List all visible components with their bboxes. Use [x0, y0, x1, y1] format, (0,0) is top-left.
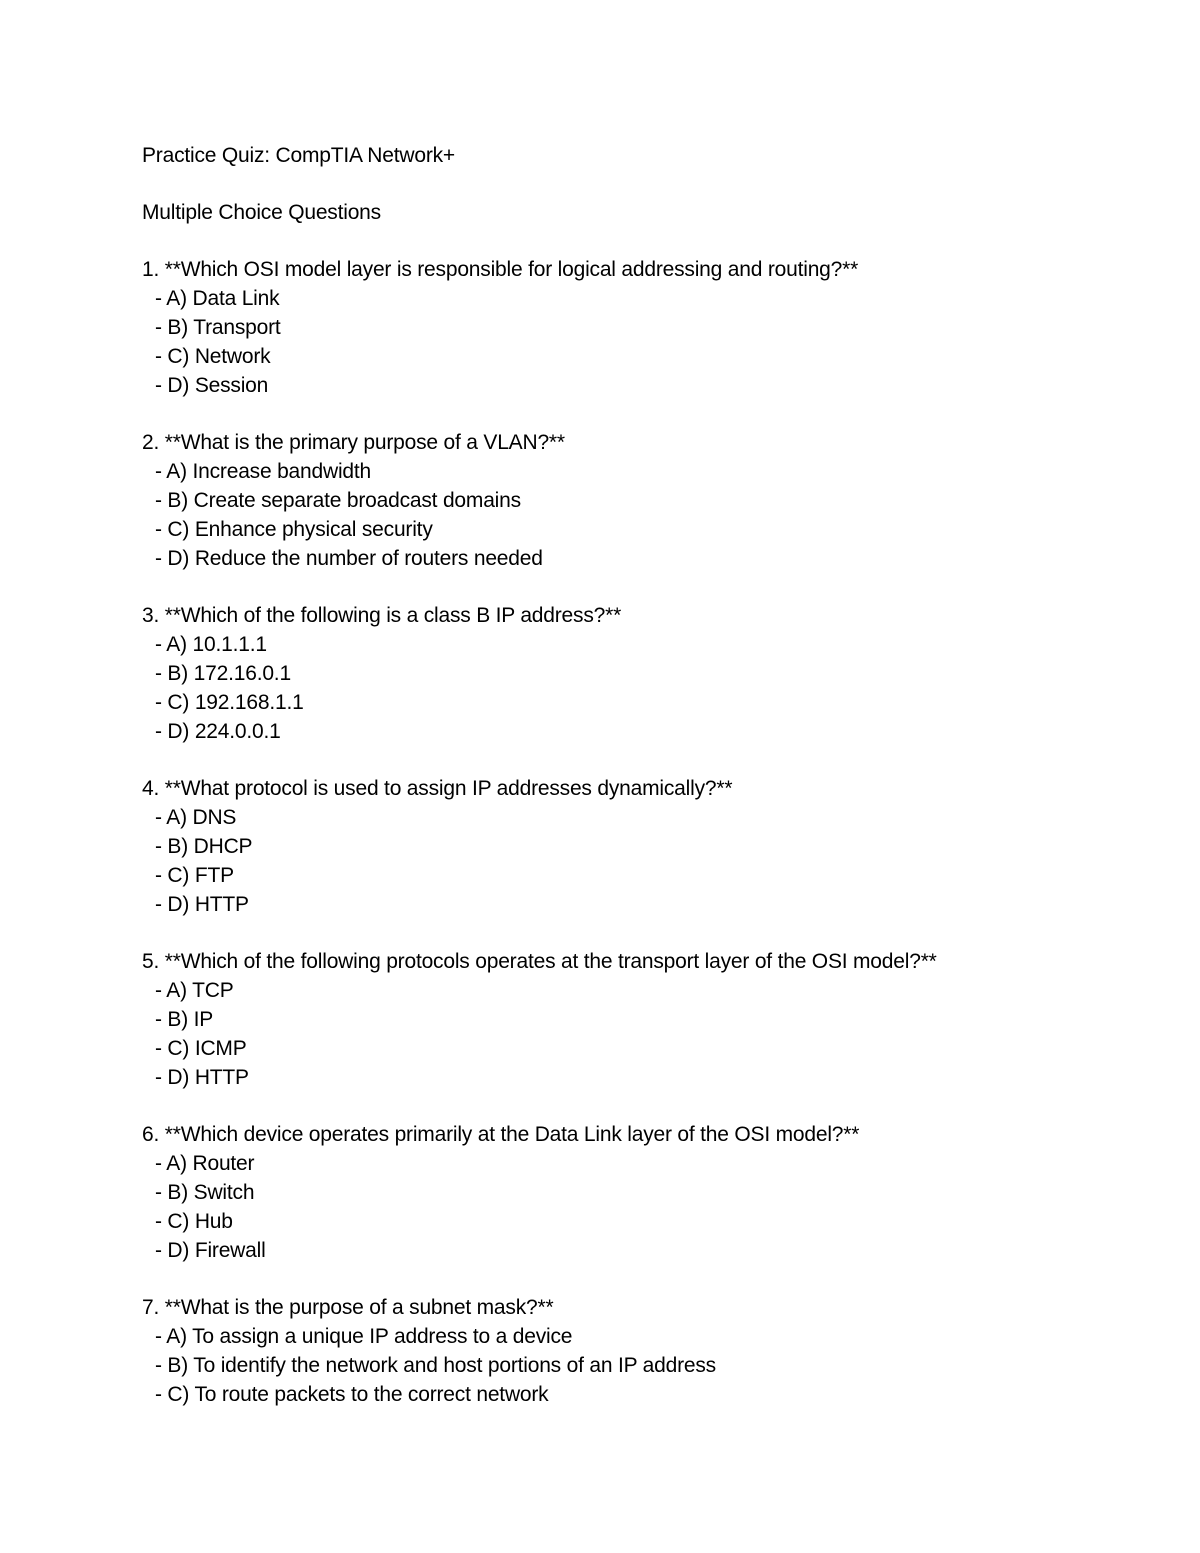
question-list [142, 255, 1142, 1409]
answer-option: - A) Increase bandwidth [155, 460, 372, 483]
answer-option: - C) Enhance physical security [155, 518, 433, 541]
question-block [142, 947, 1142, 1092]
answer-option: - C) 192.168.1.1 [155, 691, 304, 714]
question-text: 6. **Which device operates primarily at the Data Link layer of the OSI model?** [142, 1123, 860, 1146]
answer-option: - A) 10.1.1.1 [155, 633, 267, 656]
document-title: Practice Quiz: CompTIA Network+ [142, 144, 455, 167]
answer-option: - B) Create separate broadcast domains [155, 489, 521, 512]
answer-option: - B) IP [155, 1008, 214, 1031]
question-text: 2. **What is the primary purpose of a VLAN?** [142, 431, 565, 454]
answer-option: - B) To identify the network and host portions of an IP address [155, 1354, 716, 1377]
question-block [142, 1293, 1142, 1409]
answer-option: - D) HTTP [155, 1066, 249, 1089]
answer-option: - A) TCP [155, 979, 234, 1002]
answer-option: - B) Transport [155, 316, 281, 339]
answer-option: - A) Router [155, 1152, 255, 1175]
question-block [142, 774, 1142, 919]
question-text: 3. **Which of the following is a class B IP address?** [142, 604, 622, 627]
answer-option: - C) FTP [155, 864, 234, 887]
answer-option: - D) 224.0.0.1 [155, 720, 281, 743]
answer-option: - D) Reduce the number of routers needed [155, 547, 543, 570]
question-text: 1. **Which OSI model layer is responsible for logical addressing and routing?** [142, 258, 859, 281]
answer-option: - C) ICMP [155, 1037, 247, 1060]
question-text: 5. **Which of the following protocols operates at the transport layer of the OSI model?** [142, 950, 937, 973]
answer-option: - A) DNS [155, 806, 237, 829]
document-content [142, 141, 1142, 1437]
answer-option: - D) Firewall [155, 1239, 266, 1262]
answer-option: - D) HTTP [155, 893, 249, 916]
answer-option: - C) Network [155, 345, 271, 368]
answer-option: - B) DHCP [155, 835, 253, 858]
question-text: 7. **What is the purpose of a subnet mask?** [142, 1296, 554, 1319]
question-block [142, 255, 1142, 400]
question-block [142, 601, 1142, 746]
question-block [142, 1120, 1142, 1265]
answer-option: - A) Data Link [155, 287, 280, 310]
answer-option: - C) To route packets to the correct network [155, 1383, 549, 1406]
answer-option: - D) Session [155, 374, 269, 397]
section-heading: Multiple Choice Questions [142, 201, 381, 224]
question-text: 4. **What protocol is used to assign IP addresses dynamically?** [142, 777, 733, 800]
answer-option: - C) Hub [155, 1210, 233, 1233]
question-block [142, 428, 1142, 573]
answer-option: - B) 172.16.0.1 [155, 662, 291, 685]
answer-option: - B) Switch [155, 1181, 255, 1204]
answer-option: - A) To assign a unique IP address to a device [155, 1325, 573, 1348]
